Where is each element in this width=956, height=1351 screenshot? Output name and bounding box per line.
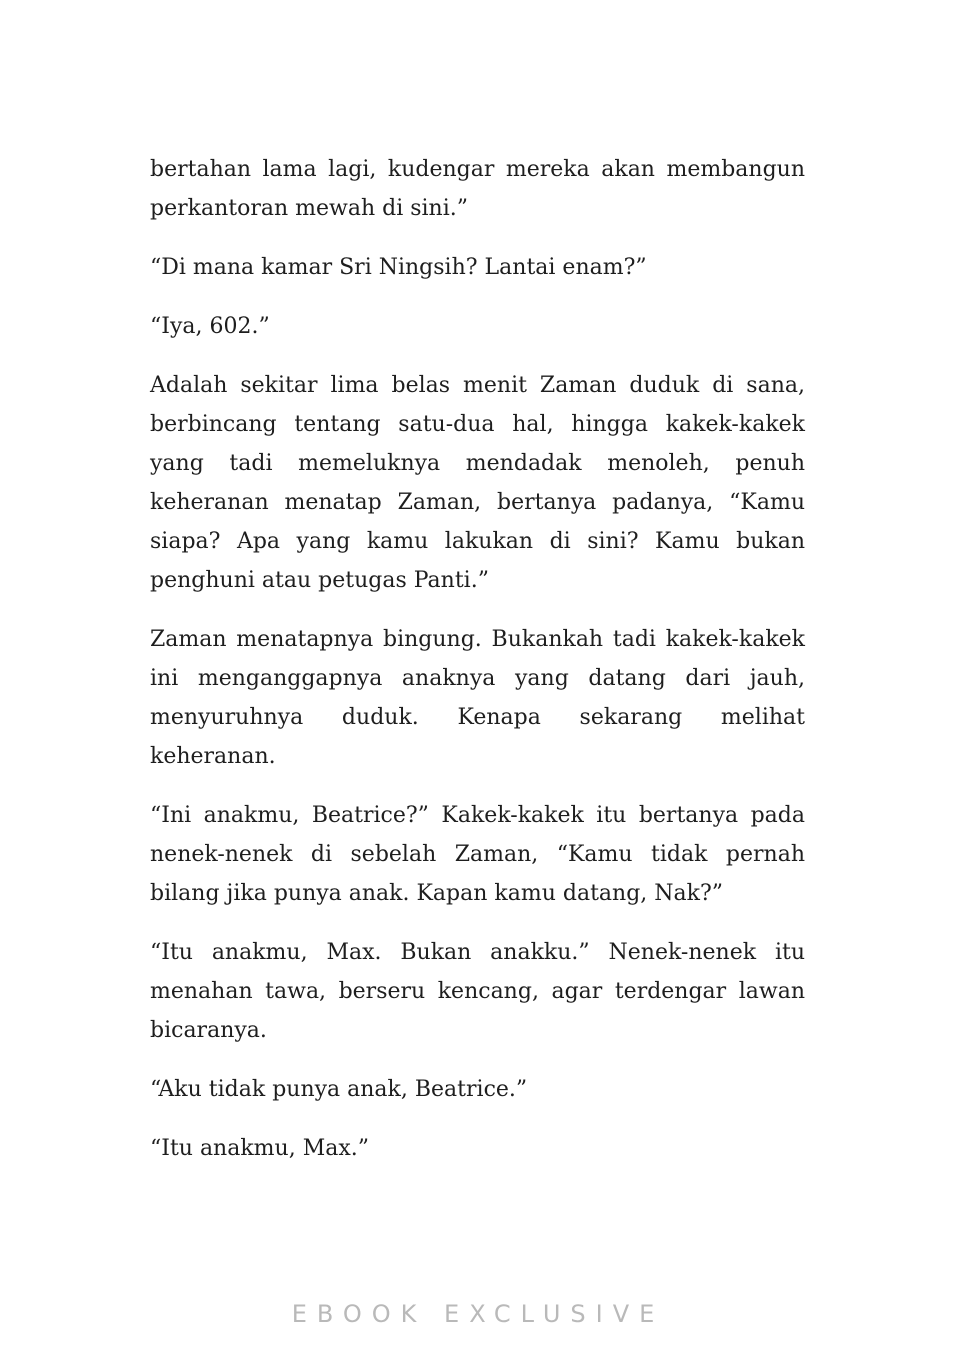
paragraph: bertahan lama lagi, kudengar mereka akan membangun perkantoran mewah di sini.” <box>150 157 805 221</box>
paragraph: “Ini anakmu, Beatrice?” Kakek-kakek itu bertanya pada nenek-nenek di sebelah Zaman, “Kamu tidak pernah bilang jika punya anak. Kapan kamu datang, Nak?” <box>150 803 805 906</box>
paragraph: “Di mana kamar Sri Ningsih? Lantai enam?” <box>150 255 647 280</box>
paragraph: “Aku tidak punya anak, Beatrice.” <box>150 1077 528 1102</box>
paragraph: “Iya, 602.” <box>150 314 270 339</box>
body-text <box>150 150 805 1188</box>
paragraph: Zaman menatapnya bingung. Bukankah tadi kakek-kakek ini menganggapnya anaknya yang datang dari jauh, menyuruhnya duduk. Kenapa sekarang melihat keheranan. <box>150 627 805 769</box>
paragraph: Adalah sekitar lima belas menit Zaman duduk di sana, berbincang tentang satu-dua hal, hingga kakek-kakek yang tadi memeluknya mendadak menoleh, penuh keheranan menatap Zaman, bertanya padanya, “Kamu siapa? Apa yang kamu lakukan di sini? Kamu bukan penghuni atau petugas Panti.” <box>150 373 805 593</box>
paragraph: “Itu anakmu, Max.” <box>150 1136 369 1161</box>
footer-watermark: EBOOK EXCLUSIVE <box>291 1300 665 1328</box>
paragraph: “Itu anakmu, Max. Bukan anakku.” Nenek-nenek itu menahan tawa, berseru kencang, agar terdengar lawan bicaranya. <box>150 940 805 1043</box>
